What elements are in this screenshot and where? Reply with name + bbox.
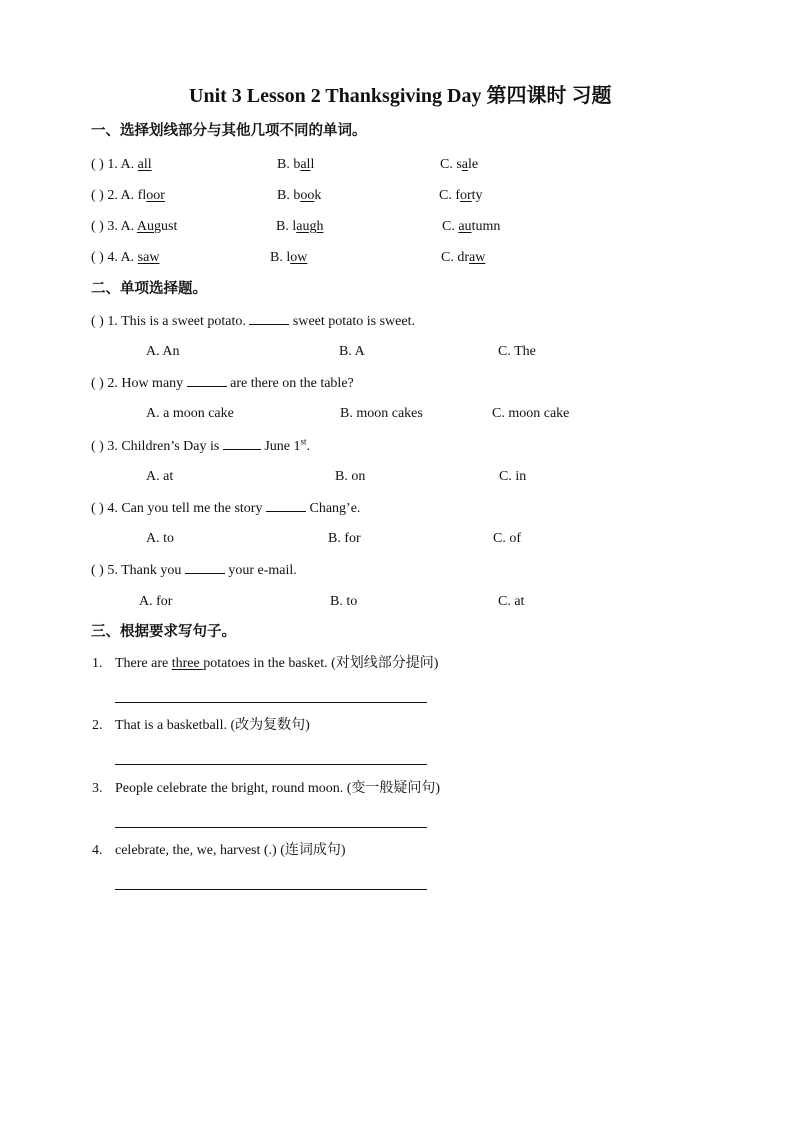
question-text: This is a sweet potato. — [121, 314, 250, 329]
question-prefix: ( ) 1. A. — [91, 157, 138, 172]
question-number: ( ) 1. — [91, 314, 122, 329]
option-a-underlined: all — [137, 157, 152, 172]
option-a-underlined: saw — [137, 250, 160, 265]
question-number — [91, 187, 165, 205]
option-b — [277, 187, 321, 205]
question-text: sweet potato is sweet. — [289, 314, 415, 329]
option-b: B. for — [328, 531, 361, 546]
item-text-underlined: three — [171, 656, 204, 671]
question-text: Can you tell me the story — [121, 501, 266, 516]
option-a: A. An — [146, 344, 180, 359]
question-end: . — [306, 439, 311, 454]
option-b-pre: B. b — [277, 157, 301, 172]
item-text: People celebrate the bright, round moon. (变一般疑问句) — [115, 781, 441, 796]
section-2-question-5 — [91, 561, 297, 580]
option-b-underlined: ow — [290, 250, 308, 265]
question-text: are there on the table? — [226, 376, 354, 391]
option-a-underlined: Au — [136, 219, 155, 234]
option-c — [439, 187, 483, 205]
item-text: That is a basketball. (改为复数句) — [115, 718, 310, 733]
option-c-post: ty — [471, 188, 483, 203]
option-b — [277, 156, 314, 174]
option-a: A. for — [139, 594, 173, 609]
section-2-heading: 二、单项选择题。 — [91, 281, 207, 297]
option-c: C. of — [493, 531, 521, 546]
option-c: C. in — [499, 469, 527, 484]
item-text-after: potatoes in the basket. (对划线部分提问) — [203, 656, 439, 671]
answer-blank — [223, 437, 261, 450]
option-b-pre: B. b — [277, 188, 301, 203]
option-b-post: l — [310, 157, 315, 172]
answer-line[interactable] — [115, 702, 427, 703]
answer-line[interactable] — [115, 889, 427, 890]
option-c-underlined: au — [458, 219, 472, 234]
question-text: your e-mail. — [224, 563, 297, 578]
section-3-heading: 三、根据要求写句子。 — [91, 624, 236, 640]
answer-blank — [266, 499, 306, 512]
question-number — [91, 249, 159, 267]
item-number: 2. — [92, 718, 103, 733]
option-c-post: le — [468, 157, 479, 172]
question-text: Children’s Day is — [121, 439, 223, 454]
option-c — [440, 156, 478, 174]
item-number: 1. — [92, 656, 103, 671]
item-text-before: There are — [115, 656, 172, 671]
question-number — [91, 156, 152, 174]
question-text: Chang’e. — [305, 501, 361, 516]
option-b: B. A — [339, 344, 365, 359]
item-text — [115, 655, 438, 673]
option-b — [270, 249, 307, 267]
section-2-question-4 — [91, 499, 360, 518]
question-text: How many — [121, 376, 187, 391]
option-c — [442, 218, 500, 236]
answer-blank — [185, 561, 225, 574]
option-b-pre: B. l — [270, 250, 291, 265]
option-c: C. The — [498, 344, 536, 359]
section-2-question-1 — [91, 312, 415, 331]
option-a-pre: fl — [137, 188, 147, 203]
option-c: C. moon cake — [492, 406, 570, 421]
question-prefix: ( ) 4. A. — [91, 250, 138, 265]
item-number: 4. — [92, 843, 103, 858]
answer-line[interactable] — [115, 764, 427, 765]
answer-blank — [249, 312, 289, 325]
ordinal-suffix: st — [300, 436, 307, 447]
option-b: B. on — [335, 469, 366, 484]
answer-blank — [187, 374, 227, 387]
question-prefix: ( ) 2. A. — [91, 188, 138, 203]
option-c-underlined: a — [461, 157, 469, 172]
item-number: 3. — [92, 781, 103, 796]
question-prefix: ( ) 3. A. — [91, 219, 137, 234]
page-title: Unit 3 Lesson 2 Thanksgiving Day 第四课时 习题 — [189, 85, 612, 107]
option-a-underlined: oor — [146, 188, 165, 203]
option-b-underlined: oo — [300, 188, 315, 203]
option-c-pre: C. dr — [441, 250, 469, 265]
question-number: ( ) 4. — [91, 501, 122, 516]
item-text: celebrate, the, we, harvest (.) (连词成句) — [115, 843, 346, 858]
option-c-underlined: aw — [469, 250, 486, 265]
option-a: A. to — [146, 531, 174, 546]
option-c-pre: C. f — [439, 188, 460, 203]
option-b: B. to — [330, 594, 358, 609]
option-a: A. at — [146, 469, 174, 484]
option-b — [276, 218, 323, 236]
section-2-question-2 — [91, 374, 354, 393]
option-b-underlined: al — [300, 157, 311, 172]
option-b-post: k — [314, 188, 322, 203]
section-2-question-3 — [91, 437, 310, 456]
answer-line[interactable] — [115, 827, 427, 828]
section-1-heading: 一、选择划线部分与其他几项不同的单词。 — [91, 123, 367, 139]
option-b: B. moon cakes — [340, 406, 423, 421]
question-text: Thank you — [121, 563, 185, 578]
option-c-post: tumn — [471, 219, 501, 234]
option-c-underlined: or — [460, 188, 472, 203]
question-number — [91, 218, 177, 236]
option-c-pre: C. s — [440, 157, 462, 172]
option-a: A. a moon cake — [146, 406, 234, 421]
option-a-post: gust — [154, 219, 178, 234]
question-number: ( ) 2. — [91, 376, 122, 391]
option-b-underlined: augh — [296, 219, 324, 234]
question-text: June 1 — [260, 439, 301, 454]
question-number: ( ) 3. — [91, 439, 122, 454]
option-c — [441, 249, 485, 267]
option-b-pre: B. l — [276, 219, 297, 234]
option-c: C. at — [498, 594, 525, 609]
option-c-pre: C. — [442, 219, 459, 234]
question-number: ( ) 5. — [91, 563, 122, 578]
